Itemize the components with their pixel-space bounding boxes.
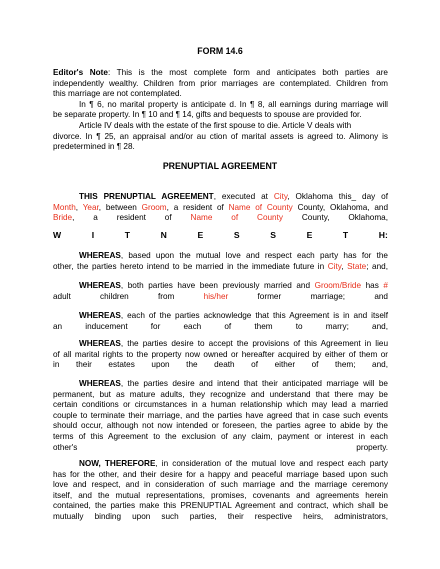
county-field: County xyxy=(257,213,283,223)
his-her-field: his/her xyxy=(203,291,229,301)
witnesseth-letter: N xyxy=(160,230,167,240)
editors-note-label: Editor's Note xyxy=(53,68,108,77)
paragraph-line: WHEREAS, the parties desire to accept the provisions of this Agreement in lieu xyxy=(79,339,388,348)
intro-paragraph xyxy=(53,192,388,224)
editors-note-line: divorce. In ¶ 25, an appraisal and/or au ction of marital assets is agreed to. Alimony is xyxy=(53,131,388,141)
paragraph-line: Month, Year, between Groom, a resident of Name of County County, Oklahoma, and xyxy=(53,202,389,212)
witnesseth-letter: T xyxy=(124,230,131,240)
witnesseth-letter: W xyxy=(53,230,62,240)
witnesseth-letter: S xyxy=(233,230,240,240)
witnesseth-letter: T xyxy=(342,230,349,240)
paragraph-line: contained, the parties make this PRENUPTIAL Agreement and contract, which shall be xyxy=(53,501,388,511)
whereas-paragraph-1 xyxy=(53,251,388,272)
witnesseth-heading xyxy=(53,230,388,240)
paragraph-line: THIS PRENUPTIAL AGREEMENT, executed at City, Oklahoma this_ day of xyxy=(79,192,388,201)
witnesseth-letter: I xyxy=(91,230,95,240)
paragraph-line: terms of this Agreement to the exclusion of any claim, payment or interest in each xyxy=(53,431,388,441)
count-field: # xyxy=(383,281,388,290)
paragraph-line: other, the parties hereto intend to be married in the immediate future in City, State; and, xyxy=(53,261,388,271)
city-field: City xyxy=(273,192,288,201)
editors-note-line: predetermined in ¶ 28. xyxy=(53,142,135,152)
bride-field: Bride xyxy=(53,213,73,223)
paragraph-line: of all marital rights to the property now owned or hereafter acquired by either of them or xyxy=(53,349,388,359)
paragraph-line: WHEREAS, each of the parties acknowledge that this Agreement is in and itself xyxy=(79,311,388,320)
paragraph-line: Bride, a resident of Name of County County, Oklahoma, xyxy=(53,213,388,223)
witnesseth-letter: E xyxy=(197,230,204,240)
state-field: State xyxy=(347,261,367,271)
paragraph-line: adult children from his/her former marriage; and xyxy=(53,291,388,301)
now-therefore-paragraph xyxy=(53,459,388,523)
groom-field: Groom xyxy=(141,202,167,212)
editors-note-line: independently wealthy. Children from prior marriages are contemplated. Children from xyxy=(53,78,388,88)
paragraph-line: other's property. xyxy=(53,442,388,452)
witnesseth-letter: E xyxy=(306,230,313,240)
paragraph-line: an inducement for each of them to marry; and, xyxy=(53,321,388,331)
paragraph-line: in their estates upon the death of either of them; and, xyxy=(53,360,388,370)
editors-note-line: this marriage are not contemplated. xyxy=(53,89,182,99)
paragraph-line: permanent, but as mature adults, they recognize and understand that there may be xyxy=(53,389,388,399)
form-title: FORM 14.6 xyxy=(197,46,243,56)
paragraph-line: has for the other, and their desire for a happy and peaceful marriage based upon such xyxy=(53,469,388,479)
name-of-field: Name of xyxy=(190,213,239,223)
editors-note-line: In ¶ 6, no marital property is anticipate d. In ¶ 8, all earnings during marriage will xyxy=(79,99,388,109)
editors-note-line: Article IV deals with the estate of the first spouse to die. Article V deals with xyxy=(79,120,352,130)
whereas-paragraph-2 xyxy=(53,281,388,302)
year-field: Year xyxy=(82,202,99,212)
paragraph-line: WHEREAS, based upon the mutual love and respect each party has for the xyxy=(79,251,388,260)
editors-note xyxy=(53,68,388,153)
county-name-field: Name of County xyxy=(228,202,293,212)
paragraph-line: should occur, although not now intended or foreseen, the parties agree to abide by the xyxy=(53,421,388,431)
paragraph-line: itself, and the mutual representations, promises, covenants and agreements herein xyxy=(53,490,388,500)
witnesseth-letter: H: xyxy=(378,230,388,240)
paragraph-line: NOW, THEREFORE, in consideration of the mutual love and respect each party xyxy=(79,459,388,468)
city-field: City xyxy=(327,261,342,271)
month-field: Month xyxy=(53,202,76,212)
whereas-paragraph-3 xyxy=(53,311,388,332)
paragraph-line: love and respect, and in consideration of such marriage and the marriage ceremony xyxy=(53,480,388,490)
editors-note-line: Editor's Note: This is the most complete form and anticipates both parties are xyxy=(53,68,388,77)
groom-bride-field: Groom/Bride xyxy=(314,281,362,290)
paragraph-line: WHEREAS, both parties have been previously married and Groom/Bride has # xyxy=(79,281,388,290)
paragraph-line: mutually binding upon such parties, their respective heirs, administrators, xyxy=(53,511,388,521)
editors-note-line: be separate property. In ¶ 10 and ¶ 14, gifts and bequests to spouse are provided for. xyxy=(53,110,362,120)
whereas-paragraph-5 xyxy=(53,379,388,453)
paragraph-line: couple to terminate their marriage, and the parties have agreed that in case such events xyxy=(53,410,388,420)
whereas-paragraph-4 xyxy=(53,339,388,371)
agreement-title: PRENUPTIAL AGREEMENT xyxy=(162,161,278,171)
witnesseth-letter: S xyxy=(270,230,276,240)
paragraph-line: WHEREAS, the parties desire and intend that their anticipated marriage will be xyxy=(79,379,388,388)
paragraph-line: certain conditions or circumstances in a human relationship which may lead a married xyxy=(53,400,388,410)
